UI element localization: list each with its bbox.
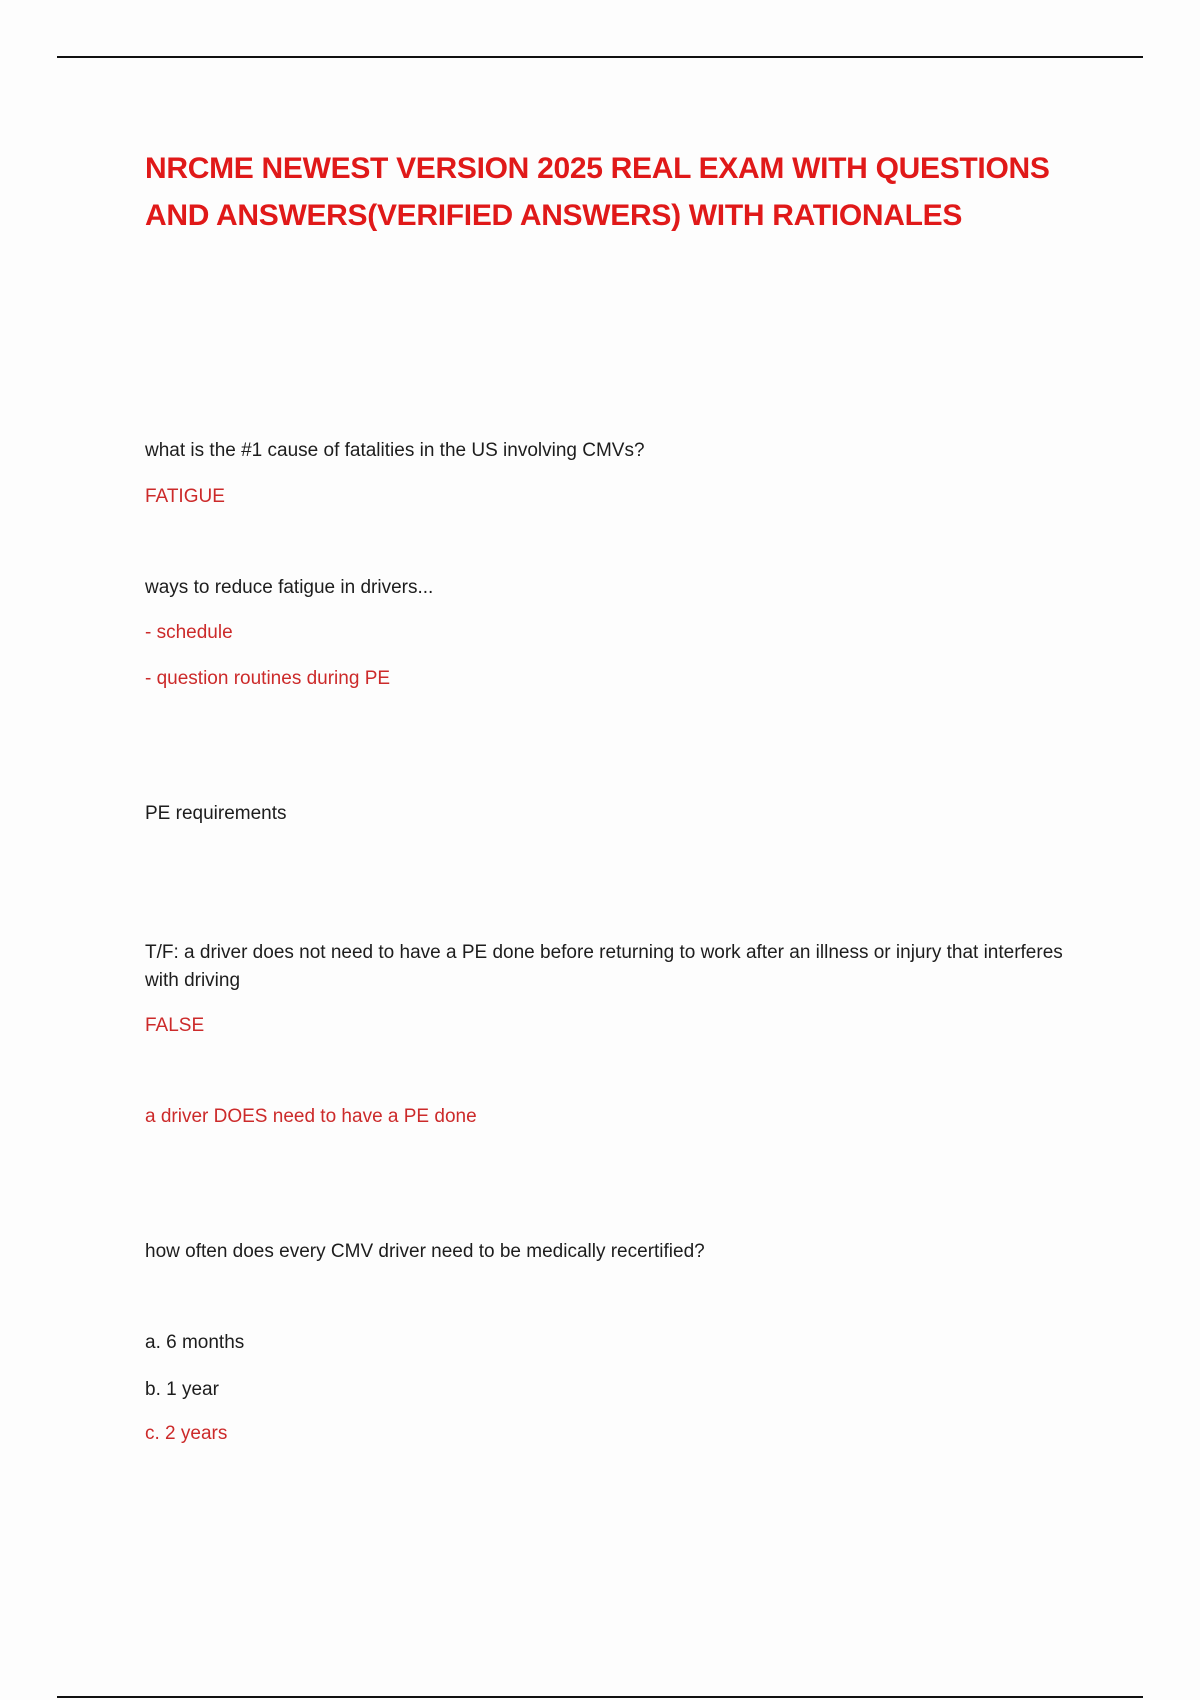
rationale-4: a driver DOES need to have a PE done [145, 1106, 477, 1127]
bottom-rule [57, 1696, 1143, 1698]
question-3: PE requirements [145, 803, 287, 824]
question-2: ways to reduce fatigue in drivers... [145, 577, 434, 598]
question-5: how often does every CMV driver need to be medically recertified? [145, 1241, 705, 1262]
top-rule [57, 56, 1143, 58]
option-5a: a. 6 months [145, 1332, 245, 1353]
document-title: NRCME NEWEST VERSION 2025 REAL EXAM WITH QUESTIONS AND ANSWERS(VERIFIED ANSWERS) WITH RATIONALES [145, 152, 1050, 232]
answer-2-item-2: - question routines during PE [145, 668, 391, 689]
answer-2-item-1: - schedule [145, 622, 233, 643]
question-4: T/F: a driver does not need to have a PE done before returning to work after an illness or injury that interferes with driving [145, 942, 1063, 991]
answer-1: FATIGUE [145, 486, 225, 507]
option-5b: b. 1 year [145, 1379, 219, 1400]
answer-4: FALSE [145, 1015, 205, 1036]
question-1: what is the #1 cause of fatalities in the US involving CMVs? [145, 440, 645, 461]
option-5c-correct: c. 2 years [145, 1423, 228, 1444]
